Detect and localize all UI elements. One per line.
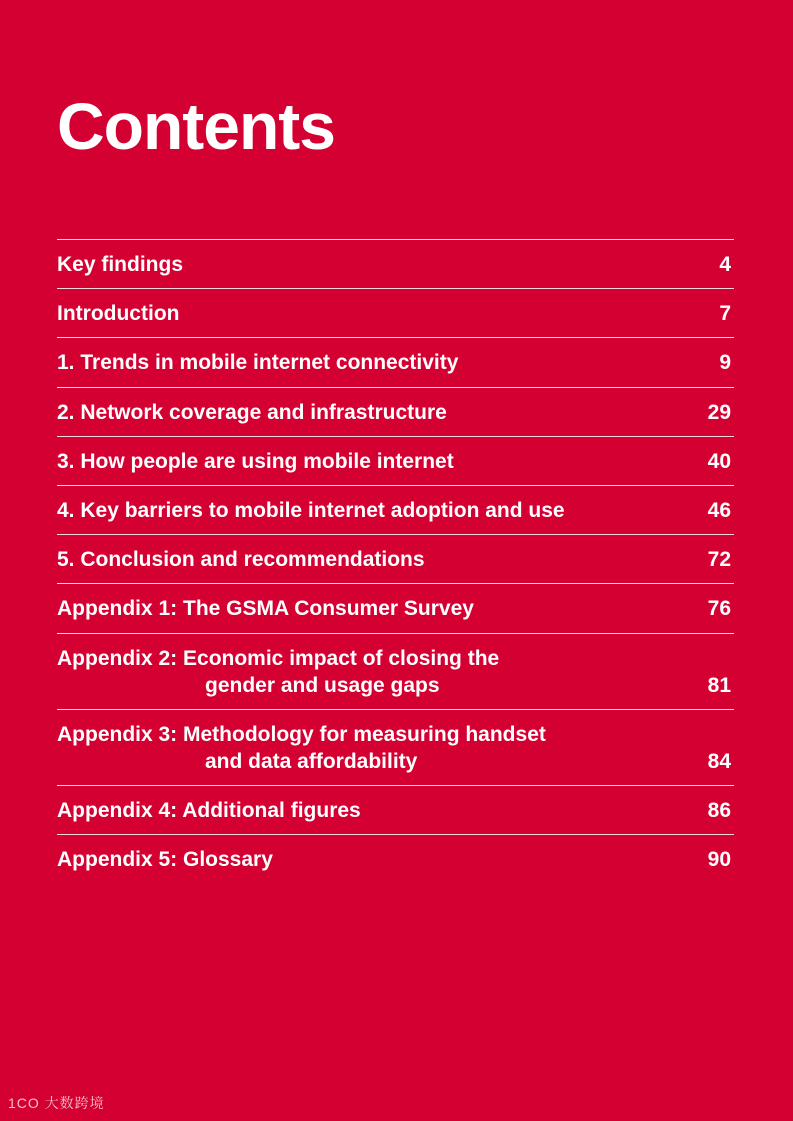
toc-entry-page-number: 4 — [719, 253, 731, 276]
toc-entry-appendix-1[interactable] — [57, 584, 734, 633]
toc-entry-page-number: 40 — [707, 449, 731, 473]
toc-entry-label: Appendix 4: Additional figures — [57, 798, 361, 822]
toc-entry-appendix-5[interactable] — [57, 835, 734, 884]
toc-entry-chapter-1[interactable] — [57, 338, 734, 387]
watermark-logo: 1CO 大数跨境 — [8, 1095, 105, 1111]
toc-entry-page-number: 76 — [707, 597, 731, 621]
toc-entry-chapter-5[interactable] — [57, 535, 734, 584]
toc-entry-label: Introduction — [57, 302, 180, 326]
toc-entry-label: Key findings — [57, 253, 184, 276]
page-title: Contents — [57, 89, 335, 163]
toc-entry-page-number: 46 — [707, 498, 731, 522]
toc-entry-label-line-1: Appendix 3: Methodology for measuring handset — [57, 722, 546, 746]
toc-entry-label: Appendix 1: The GSMA Consumer Survey — [57, 597, 474, 621]
toc-entry-key-findings[interactable] — [57, 240, 734, 289]
toc-entry-page-number: 81 — [707, 673, 731, 697]
toc-entry-label-line-1: Appendix 2: Economic impact of closing the — [57, 646, 500, 670]
toc-entry-label: 5. Conclusion and recommendations — [57, 548, 425, 572]
toc-entry-page-number: 7 — [719, 302, 731, 326]
toc-entry-label-line-2: gender and usage gaps — [205, 673, 440, 697]
toc-entry-page-number: 72 — [707, 548, 731, 572]
toc-entry-appendix-4[interactable] — [57, 786, 734, 835]
toc-entry-appendix-3[interactable] — [57, 710, 734, 786]
toc-entry-page-number: 9 — [719, 351, 731, 375]
toc-entry-label: Appendix 5: Glossary — [57, 848, 273, 872]
toc-entry-appendix-2[interactable] — [57, 634, 734, 710]
toc-entry-label-line-2: and data affordability — [205, 749, 418, 773]
toc-entry-label: 2. Network coverage and infrastructure — [57, 400, 447, 424]
toc-entry-label: 1. Trends in mobile internet connectivity — [57, 351, 459, 375]
toc-entry-chapter-3[interactable] — [57, 437, 734, 486]
toc-entry-page-number: 84 — [707, 749, 731, 773]
table-of-contents — [57, 239, 734, 884]
toc-entry-chapter-2[interactable] — [57, 388, 734, 437]
toc-entry-label — [57, 721, 546, 775]
toc-entry-chapter-4[interactable] — [57, 486, 734, 535]
toc-entry-introduction[interactable] — [57, 289, 734, 338]
toc-entry-label: 4. Key barriers to mobile internet adoption and use — [57, 498, 565, 522]
toc-entry-label: 3. How people are using mobile internet — [57, 449, 454, 473]
toc-entry-page-number: 90 — [707, 848, 731, 872]
toc-entry-label — [57, 645, 499, 699]
toc-entry-page-number: 29 — [707, 400, 731, 424]
toc-entry-page-number: 86 — [707, 798, 731, 822]
